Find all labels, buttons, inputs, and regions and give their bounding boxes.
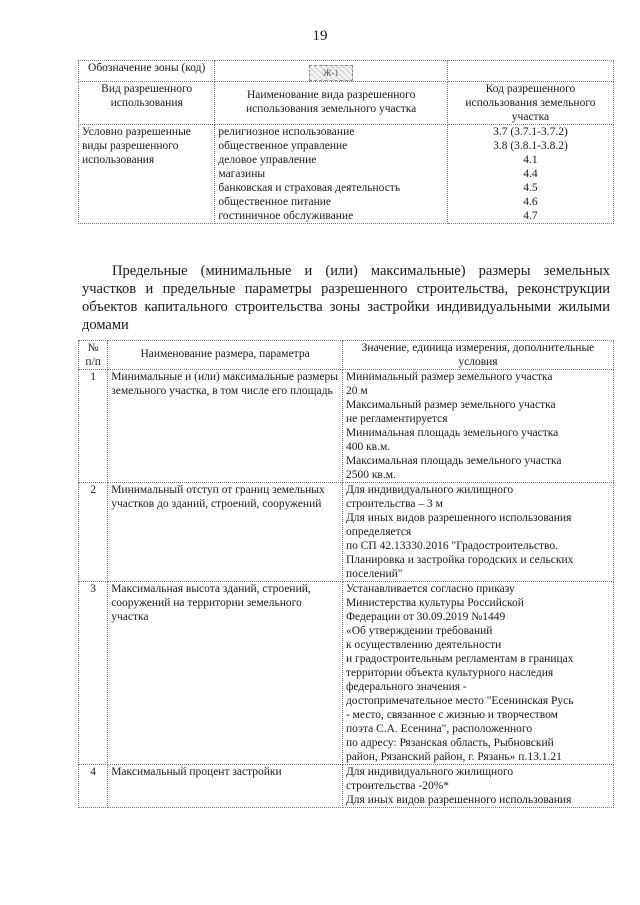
use-names-cell	[215, 125, 448, 224]
col2-header: Наименование вида разрешенного использования земельного участка	[215, 82, 448, 125]
value-line: - место, связанное с жизнью и творчеством	[345, 709, 558, 721]
use-code: 4.4	[523, 168, 538, 180]
zone-code-value: Ж-1	[309, 65, 353, 81]
value-line: Для индивидуального жилищного	[345, 484, 514, 496]
header-num: № п/п	[79, 341, 108, 370]
table-row	[79, 483, 614, 582]
row-label: Условно разрешенные виды разрешенного использования	[79, 125, 215, 224]
value-line: по СП 42.13330.2016 "Градостроительство.	[345, 540, 558, 552]
zone-code-cell	[215, 61, 448, 82]
conditional-uses-row	[79, 125, 614, 224]
value-line: и градостроительным регламентам в границах	[345, 653, 574, 665]
value-line: Устанавливается согласно приказу	[345, 583, 515, 595]
row-name: Максимальный процент застройки	[108, 765, 343, 808]
row-value	[342, 582, 613, 765]
value-line: Для индивидуального жилищного	[345, 766, 514, 778]
header-value: Значение, единица измерения, дополнительные условия	[342, 341, 613, 370]
value-line: Министерства культуры Российской	[345, 597, 524, 609]
permitted-use-table	[78, 60, 614, 224]
use-name: магазины	[218, 168, 266, 180]
value-line: Для иных видов разрешенного использования	[345, 512, 572, 524]
value-line: достопримечательное место "Есенинская Русь	[345, 695, 574, 707]
row-name: Максимальная высота зданий, строений, сооружений на территории земельного участка	[108, 582, 343, 765]
row-num: 1	[79, 370, 108, 483]
table-row	[79, 582, 614, 765]
value-line: Планировка и застройка городских и сельских	[345, 554, 574, 566]
header-name: Наименование размера, параметра	[108, 341, 343, 370]
value-line: по адресу: Рязанская область, Рыбновский	[345, 737, 554, 749]
value-line: «Об утверждении требований	[345, 625, 493, 637]
use-name: гостиничное обслуживание	[218, 210, 354, 222]
row-name: Минимальный отступ от границ земельных участков до зданий, строений, сооружений	[108, 483, 343, 582]
use-name: деловое управление	[218, 154, 317, 166]
value-line: территории объекта культурного наследия	[345, 667, 554, 679]
table-row	[79, 370, 614, 483]
value-line: строительства -20%*	[345, 780, 450, 792]
row-value	[342, 370, 613, 483]
value-line: федерального значения -	[345, 681, 467, 693]
zone-code-empty-cell	[447, 61, 613, 82]
value-line: не регламентируется	[345, 413, 448, 425]
value-line: район, Рязанский район, г. Рязань» п.13.1.21	[345, 751, 562, 763]
table2-header-row	[79, 341, 614, 370]
use-name: религиозное использование	[218, 126, 355, 138]
zone-code-row	[79, 61, 614, 82]
use-code: 4.1	[523, 154, 538, 166]
value-line: поэта С.А. Есенина", расположенного	[345, 723, 533, 735]
value-line: поселений"	[345, 568, 403, 580]
use-name: общественное управление	[218, 140, 348, 152]
table1-header-row	[79, 82, 614, 125]
value-line: Минимальная площадь земельного участка	[345, 427, 559, 439]
value-line: Минимальный размер земельного участка	[345, 371, 553, 383]
parameters-table	[78, 340, 614, 808]
use-code: 4.6	[523, 196, 538, 208]
value-line: 2500 кв.м.	[345, 469, 396, 481]
use-code: 4.7	[523, 210, 538, 222]
use-name: общественное питание	[218, 196, 331, 208]
use-codes-cell	[447, 125, 613, 224]
row-value	[342, 483, 613, 582]
col3-header: Код разрешенного использования земельного участка	[447, 82, 613, 125]
value-line: строительства – 3 м	[345, 498, 443, 510]
row-value	[342, 765, 613, 808]
row-num: 2	[79, 483, 108, 582]
row-name: Минимальные и (или) максимальные размеры земельного участка, в том числе его площадь	[108, 370, 343, 483]
value-line: 400 кв.м.	[345, 441, 391, 453]
value-line: Федерации от 30.09.2019 №1449	[345, 611, 506, 623]
col1-header: Вид разрешенного использования	[79, 82, 215, 125]
value-line: 20 м	[345, 385, 368, 397]
section-heading: Предельные (минимальные и (или) максимальные) размеры земельных участков и предельные параметры разрешенного строительства, реконструкции объектов капитального строительства зоны застройки индивидуальными жилыми домами	[82, 263, 610, 333]
value-line: определяется	[345, 526, 412, 538]
use-name: банковская и страховая деятельность	[218, 182, 401, 194]
page-number: 19	[312, 28, 328, 44]
use-code: 4.5	[523, 182, 538, 194]
value-line: Максимальная площадь земельного участка	[345, 455, 562, 467]
table-row	[79, 765, 614, 808]
value-line: к осуществлению деятельности	[345, 639, 502, 651]
value-line: Для иных видов разрешенного использования	[345, 794, 572, 806]
value-line: Максимальный размер земельного участка	[345, 399, 556, 411]
row-num: 4	[79, 765, 108, 808]
use-code: 3.7 (3.7.1-3.7.2)	[493, 126, 568, 138]
zone-code-label: Обозначение зоны (код)	[79, 61, 215, 82]
use-code: 3.8 (3.8.1-3.8.2)	[493, 140, 568, 152]
row-num: 3	[79, 582, 108, 765]
